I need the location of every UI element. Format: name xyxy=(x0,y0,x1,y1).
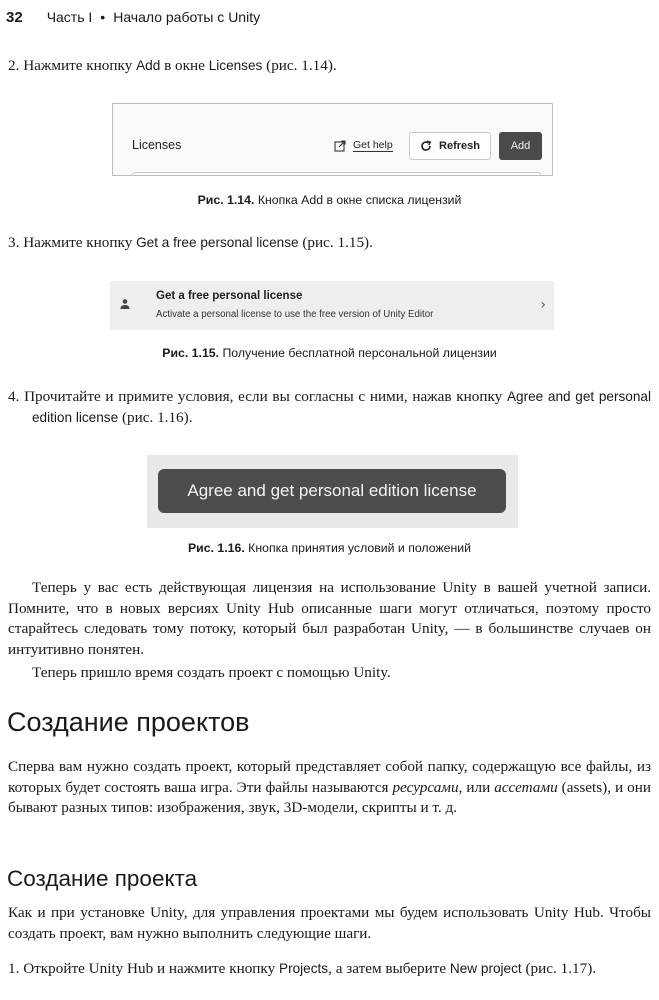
add-button[interactable]: Add xyxy=(499,132,542,160)
step-number: 1. xyxy=(8,960,20,977)
step-4 xyxy=(8,387,651,428)
step-text: , а затем выберите xyxy=(328,960,450,977)
figure-caption-1-15 xyxy=(0,346,659,360)
paragraph-projects-intro xyxy=(8,757,651,819)
paragraph-license-active: Теперь у вас есть действующая лицензия на использование Unity в вашей учетной записи. Помните, что в новых версиях Unity Hub описанные шаги могут отличаться, поэтому просто старайтесь следовать тому потоку, который был разработан Unity, — в большинстве случаев он интуитивно понятен. xyxy=(8,579,651,658)
section-title: Создание проектов xyxy=(7,707,250,737)
step-text: Нажмите кнопку xyxy=(23,234,137,251)
step-text: Нажмите кнопку xyxy=(23,57,137,74)
step-2 xyxy=(8,56,651,77)
step-text: (рис. 1.15). xyxy=(298,234,373,251)
chevron-right-icon: › xyxy=(540,297,546,313)
licenses-title: Licenses xyxy=(132,138,182,152)
refresh-label: Refresh xyxy=(439,140,480,152)
license-list-panel xyxy=(132,172,541,176)
refresh-button[interactable] xyxy=(409,132,491,160)
header-chapter-title: Начало работы с Unity xyxy=(113,9,261,25)
step-number: 3. xyxy=(8,234,20,251)
step-number: 2. xyxy=(8,57,20,74)
step-text: Откройте Unity Hub и нажмите кнопку xyxy=(23,960,279,977)
figure-free-license-option[interactable] xyxy=(110,281,554,330)
external-link-icon xyxy=(334,140,346,152)
header-chapter-line xyxy=(47,9,260,25)
person-icon xyxy=(119,298,131,310)
get-help-label: Get help xyxy=(353,139,393,151)
subsection-title: Создание проекта xyxy=(7,866,198,891)
get-help-link[interactable] xyxy=(334,139,393,152)
step-text: в окне xyxy=(160,57,209,74)
step-1 xyxy=(8,959,651,980)
step-text: (рис. 1.14). xyxy=(262,57,337,74)
caption-text: Получение бесплатной персональной лицензии xyxy=(219,346,497,360)
step-text: (рис. 1.16). xyxy=(118,408,193,426)
paragraph-text: , или xyxy=(458,778,495,796)
emphasis-term: ресурсами xyxy=(392,778,459,796)
refresh-icon xyxy=(420,140,432,152)
emphasis-term: ассетами xyxy=(494,778,558,796)
caption-number: Рис. 1.14. xyxy=(197,193,255,207)
figure-licenses-window xyxy=(112,103,553,176)
figure-caption-1-16 xyxy=(0,541,659,555)
step-text: (рис. 1.17). xyxy=(521,960,597,977)
ui-term: Licenses xyxy=(208,58,263,73)
free-license-title: Get a free personal license xyxy=(156,290,303,302)
header-part: Часть I xyxy=(46,9,93,25)
ui-term: Agree and get personal edition license xyxy=(32,389,651,425)
caption-text: Кнопка принятия условий и положений xyxy=(244,541,472,555)
running-header xyxy=(6,6,653,28)
figure-caption-1-14 xyxy=(0,193,659,207)
caption-number: Рис. 1.15. xyxy=(162,346,220,360)
ui-term: Projects xyxy=(279,961,329,976)
header-bullet: • xyxy=(100,9,106,25)
ui-term: New project xyxy=(449,961,522,976)
step-text: Прочитайте и примите условия, если вы согласны с ними, нажав кнопку xyxy=(24,388,507,405)
step-3 xyxy=(8,233,651,254)
ui-term: Get a free personal license xyxy=(136,235,299,250)
free-license-subtitle: Activate a personal license to use the free version of Unity Editor xyxy=(156,309,434,320)
ui-term: Add xyxy=(136,58,161,73)
agree-license-button[interactable]: Agree and get personal edition license xyxy=(158,469,506,513)
caption-number: Рис. 1.16. xyxy=(187,541,245,555)
step-number: 4. xyxy=(8,388,20,405)
paragraph-create-project: Теперь пришло время создать проект с помощью Unity. xyxy=(32,664,391,681)
figure-agree-license xyxy=(147,455,518,528)
page-number: 32 xyxy=(6,8,23,26)
paragraph-text: (assets), и они бывают разных типов: изображения, звук, 3D-модели, скрипты и т. д. xyxy=(8,778,651,816)
paragraph-text: Сперва вам нужно создать проект, который представляет собой папку, содержащую все файлы, из которых будет состоять ваша игра. Эти файлы называются xyxy=(8,758,651,796)
caption-text: Кнопка Add в окне списка лицензий xyxy=(254,193,462,207)
paragraph-unity-hub: Как и при установке Unity, для управления проектами мы будем использовать Unity Hub. Чтобы создать проект, вам нужно выполнить следующие шаги. xyxy=(8,904,651,942)
